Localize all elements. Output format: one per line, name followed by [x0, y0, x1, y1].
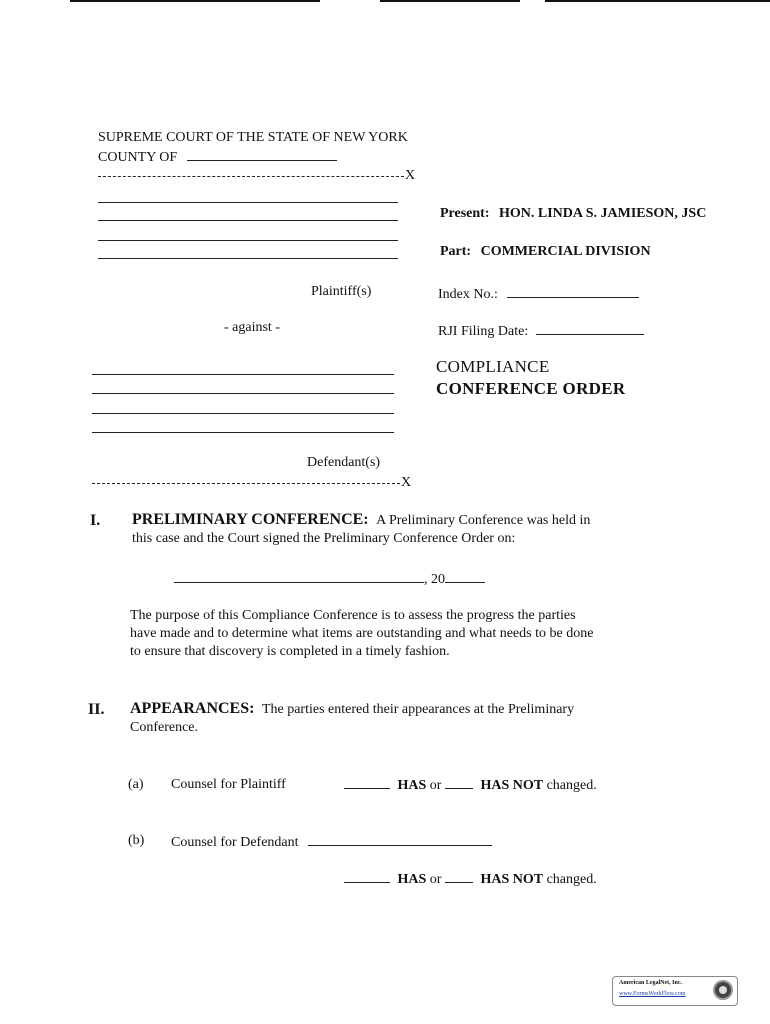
purpose-line-1: The purpose of this Compliance Conference is to assess the progress the parties — [130, 608, 576, 623]
logo-url[interactable]: www.FormsWorkFlow.com — [619, 991, 686, 997]
order-title-line2: CONFERENCE ORDER — [436, 379, 626, 398]
globe-icon — [713, 980, 733, 1000]
changed-label: changed. — [546, 778, 597, 793]
section-2-line1 — [130, 701, 574, 718]
footer-logo[interactable] — [612, 976, 738, 1006]
county-line — [98, 148, 337, 166]
against-label: - against - — [224, 320, 280, 335]
year-prefix: , 20 — [424, 572, 445, 587]
section-1-line1 — [132, 512, 590, 529]
rji-blank[interactable] — [536, 322, 644, 335]
has-not-label: HAS NOT — [480, 872, 544, 887]
county-label: COUNTY OF — [98, 150, 178, 165]
item-b-has-not-blank[interactable] — [445, 870, 473, 883]
section-2-numeral: II. — [88, 701, 105, 718]
section-1-text-2: this case and the Court signed the Preliminary Conference Order on: — [132, 531, 516, 546]
has-not-label: HAS NOT — [480, 778, 544, 793]
caption-x-bottom: X — [401, 475, 412, 490]
index-label: Index No.: — [438, 287, 498, 302]
item-a-label: Counsel for Plaintiff — [171, 777, 286, 792]
defendant-blank-4[interactable] — [92, 432, 394, 433]
section-2-text-2: Conference. — [130, 720, 199, 735]
item-b-has-blank[interactable] — [344, 870, 390, 883]
defendant-blank-3[interactable] — [92, 413, 394, 414]
present-label: Present: — [440, 206, 490, 221]
item-b-letter: (b) — [128, 833, 145, 848]
or-label: or — [429, 778, 442, 793]
plaintiff-blank-4[interactable] — [98, 258, 398, 259]
defendant-blank-1[interactable] — [92, 374, 394, 375]
or-label: or — [429, 872, 442, 887]
section-2-text-1: The parties entered their appearances at the Preliminary — [261, 702, 575, 717]
plaintiff-label: Plaintiff(s) — [311, 284, 372, 299]
caption-top-dashes — [98, 176, 404, 177]
item-b-status — [344, 870, 597, 888]
has-label: HAS — [397, 872, 427, 887]
defendant-counsel-blank[interactable] — [308, 833, 492, 846]
defendant-label: Defendant(s) — [307, 455, 381, 470]
section-1-numeral: I. — [90, 512, 101, 529]
county-blank[interactable] — [187, 148, 337, 161]
changed-label: changed. — [546, 872, 597, 887]
item-a-letter: (a) — [128, 777, 144, 792]
plaintiff-blank-2[interactable] — [98, 220, 398, 221]
purpose-line-3: to ensure that discovery is completed in a timely fashion. — [130, 644, 450, 659]
item-a-has-blank[interactable] — [344, 776, 390, 789]
index-blank[interactable] — [507, 285, 639, 298]
year-blank[interactable] — [445, 570, 485, 583]
conference-date-line — [174, 570, 485, 588]
judge-name: HON. LINDA S. JAMIESON, JSC — [499, 206, 707, 221]
defendant-blank-2[interactable] — [92, 393, 394, 394]
part-value: COMMERCIAL DIVISION — [480, 244, 651, 259]
item-a-has-not-blank[interactable] — [445, 776, 473, 789]
has-label: HAS — [397, 778, 427, 793]
purpose-line-2: have made and to determine what items are outstanding and what needs to be done — [130, 626, 594, 641]
conference-date-blank[interactable] — [174, 570, 424, 583]
item-b-line — [171, 833, 492, 851]
item-b-label: Counsel for Defendant — [171, 835, 299, 850]
present-line — [440, 206, 706, 222]
index-line — [438, 285, 639, 303]
rji-line — [438, 322, 644, 340]
top-edge-line — [380, 0, 520, 2]
section-2-heading: APPEARANCES: — [130, 700, 255, 717]
rji-label: RJI Filing Date: — [438, 324, 529, 339]
order-title-line1: COMPLIANCE — [436, 357, 550, 376]
section-1-heading: PRELIMINARY CONFERENCE: — [132, 511, 369, 528]
section-1-text-1: A Preliminary Conference was held in — [376, 513, 591, 528]
top-edge-line — [545, 0, 770, 2]
part-line — [440, 244, 651, 260]
caption-bottom-dashes — [92, 483, 400, 484]
court-name: SUPREME COURT OF THE STATE OF NEW YORK — [98, 130, 408, 145]
plaintiff-blank-1[interactable] — [98, 202, 398, 203]
caption-x-top: X — [405, 168, 416, 183]
item-a-status — [344, 776, 597, 794]
top-edge-line — [70, 0, 320, 2]
plaintiff-blank-3[interactable] — [98, 240, 398, 241]
part-label: Part: — [440, 244, 472, 259]
logo-company: American LegalNet, Inc. — [619, 980, 682, 986]
